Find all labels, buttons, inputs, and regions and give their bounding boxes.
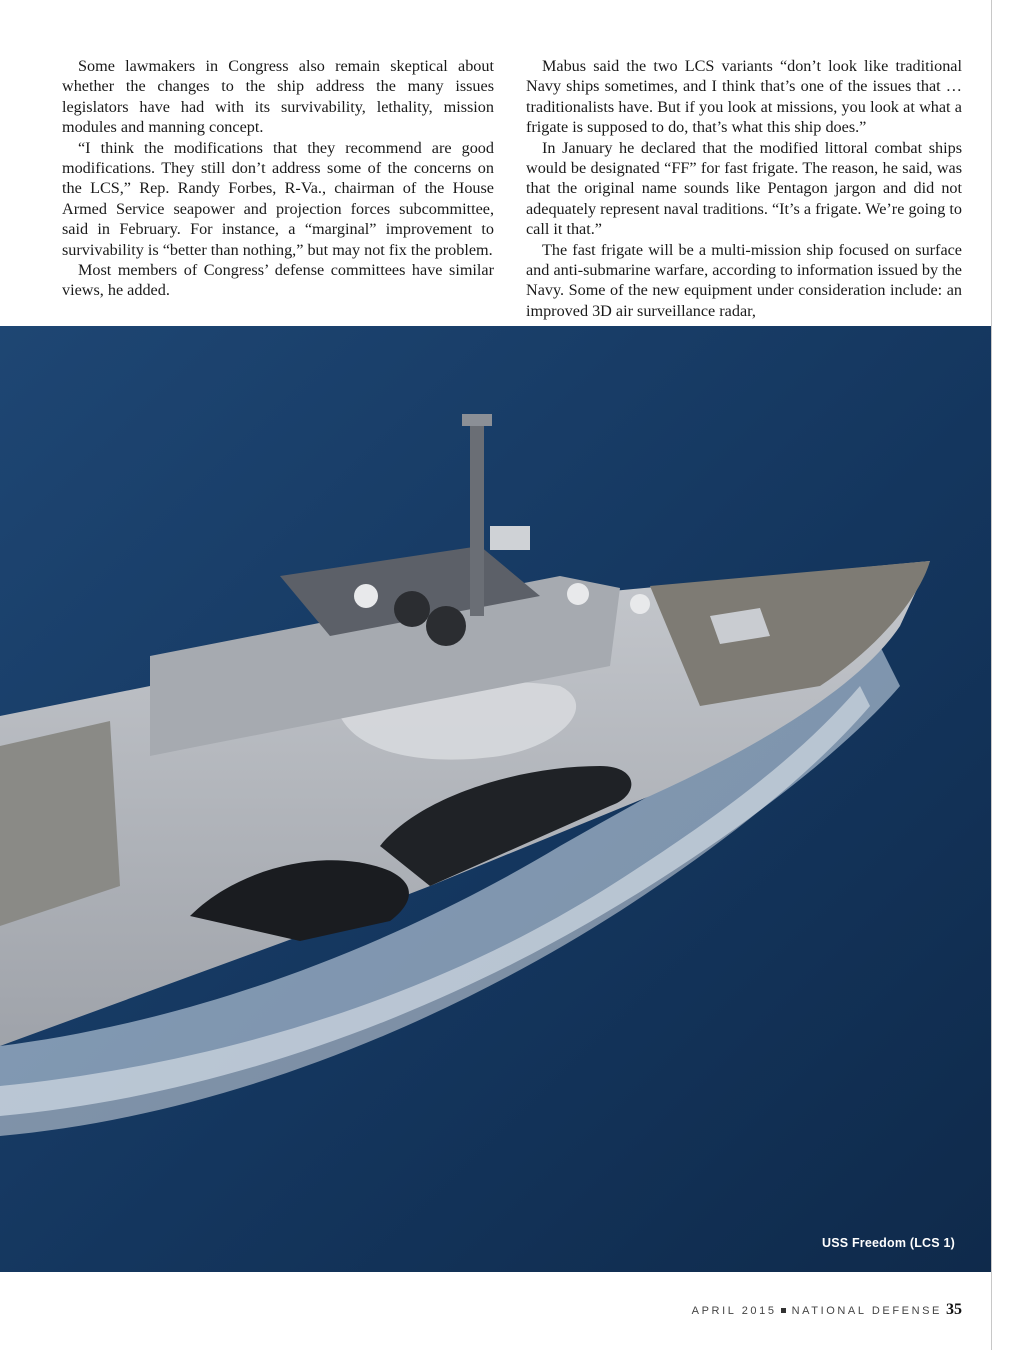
page-number: 35: [946, 1301, 962, 1318]
separator-square: [781, 1308, 786, 1313]
radar-antenna: [490, 526, 530, 550]
paragraph: In January he declared that the modified littoral combat ships would be designated “FF” for fast frigate. The reason, he said, was that the original name sounds like Pentagon jargon and did not adequately represent naval traditions. “It’s a frigate. We’re going to call it that.”: [526, 138, 962, 239]
article-column-right: [526, 56, 962, 321]
photo-caption: USS Freedom (LCS 1): [822, 1236, 955, 1250]
paragraph: Some lawmakers in Congress also remain skeptical about whether the changes to the ship address the many issues legislators have had with its survivability, lethality, mission modules and manning concept.: [62, 57, 494, 137]
paragraph: “I think the modifications that they recommend are good modifications. They still don’t address some of the concerns on the LCS,” Rep. Randy Forbes, R-Va., chairman of the House Armed Service seapower and projection forces subcommittee, said in February. For instance, a “marginal” improvement to survivability is “better than nothing,” but may not fix the problem.: [62, 138, 494, 259]
page-footer: [692, 1301, 962, 1319]
radome: [630, 594, 650, 614]
exhaust-stack: [394, 591, 430, 627]
publication-name: NATIONAL DEFENSE: [791, 1305, 942, 1317]
page-edge-rule: [991, 0, 992, 1350]
paragraph: Mabus said the two LCS variants “don’t look like traditional Navy ships sometimes, and I think that’s one of the issues that … traditionalists have. But if you look at missions, you look at what a frigate is supposed to do, that’s what this ship does.”: [526, 57, 962, 137]
radome: [354, 584, 378, 608]
article-column-left: [62, 56, 494, 301]
mast-top: [462, 414, 492, 426]
issue-date: APRIL 2015: [691, 1305, 777, 1317]
mast: [470, 426, 484, 616]
ship-photo: [0, 326, 991, 1272]
exhaust-stack: [426, 606, 466, 646]
ship-illustration: [0, 326, 991, 1272]
paragraph: Most members of Congress’ defense committees have similar views, he added.: [62, 261, 494, 300]
radome: [567, 583, 589, 605]
paragraph: The fast frigate will be a multi-mission ship focused on surface and anti-submarine warfare, according to information issued by the Navy. Some of the new equipment under consideration include: an improved 3D air surveillance radar,: [526, 240, 962, 320]
